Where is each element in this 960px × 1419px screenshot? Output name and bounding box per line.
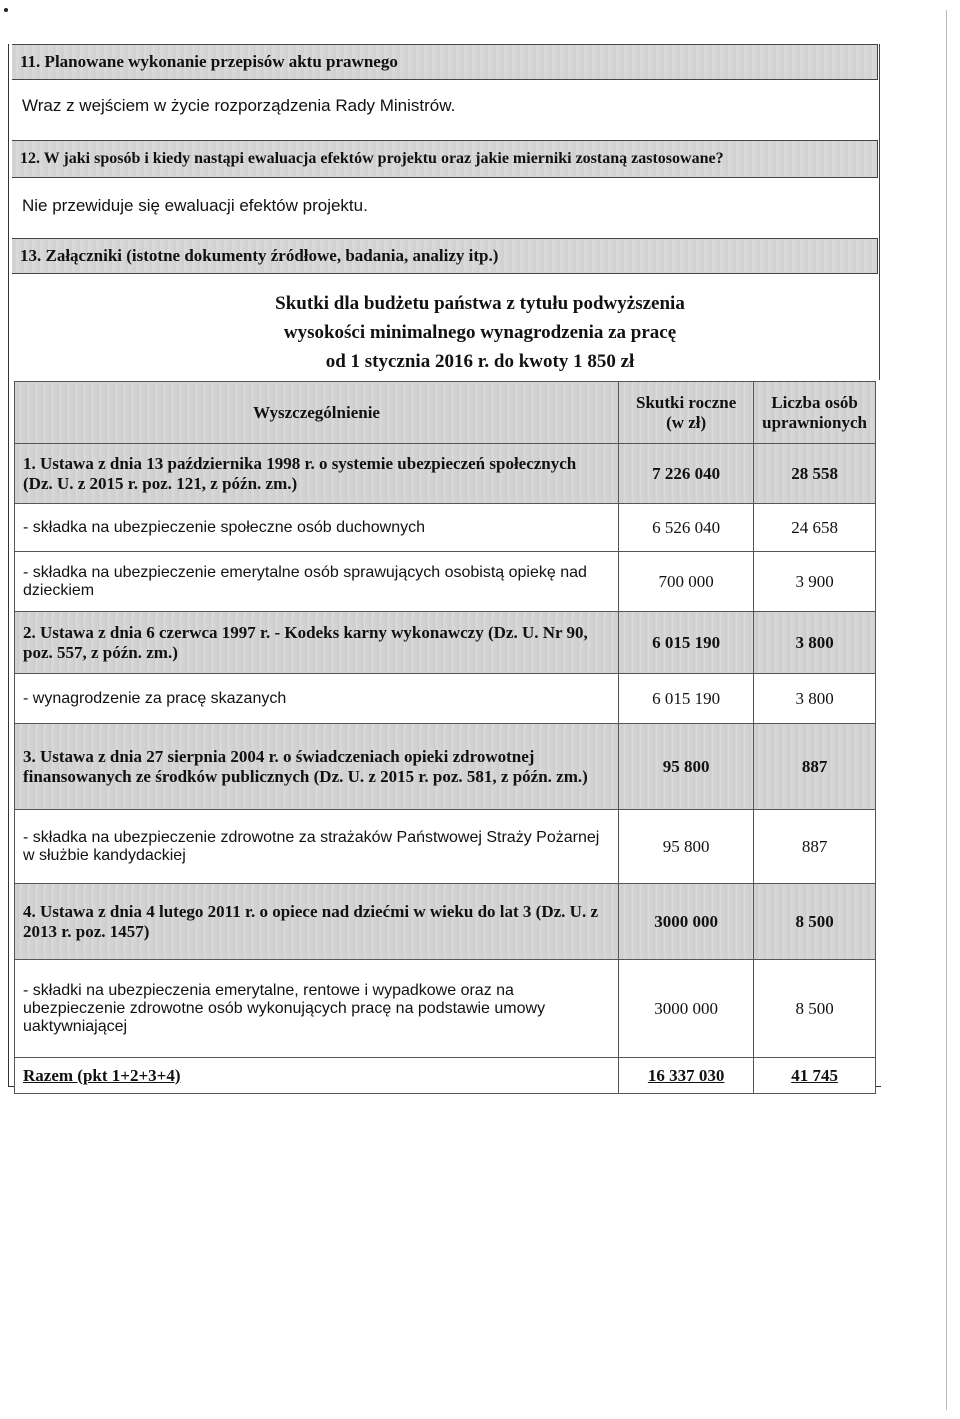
row-count: 24 658 [754,504,876,552]
row-amount: 7 226 040 [619,444,754,504]
row-amount: 700 000 [619,552,754,612]
section-13-title: 13. Załączniki (istotne dokumenty źródłowe, badania, analizy itp.) [20,246,499,265]
header-annual-effects: Skutki roczne (w zł) [619,382,754,444]
budget-heading [0,289,960,376]
row-count: 887 [754,810,876,884]
scan-speck [4,8,8,12]
heading-line-2: wysokości minimalnego wynagrodzenia za pracę [283,322,677,343]
row-label: - składka na ubezpieczenie zdrowotne za strażaków Państwowej Straży Pożarnej w służbie kandydackiej [15,810,619,884]
table-row [15,444,876,504]
row-count: 8 500 [754,884,876,960]
row-amount: 95 800 [619,810,754,884]
section-11-title: 11. Planowane wykonanie przepisów aktu prawnego [20,52,398,71]
row-amount: 95 800 [619,724,754,810]
total-count: 41 745 [754,1058,876,1094]
row-count: 28 558 [754,444,876,504]
heading-line-1: Skutki dla budżetu państwa z tytułu podwyższenia [275,293,685,314]
section-11-header [12,44,878,80]
section-12-header [12,140,878,178]
section-12-title: 12. W jaki sposób i kiedy nastąpi ewaluacja efektów projektu oraz jakie mierniki zostaną zastosowane? [20,150,724,167]
table-row [15,504,876,552]
table-row [15,884,876,960]
row-label: - składka na ubezpieczenie społeczne osób duchownych [15,504,619,552]
total-amount: 16 337 030 [619,1058,754,1094]
section-11-text: Wraz z wejściem w życie rozporządzenia Rady Ministrów. [22,96,456,115]
row-amount: 6 015 190 [619,674,754,724]
row-amount: 6 526 040 [619,504,754,552]
header-beneficiaries: Liczba osób uprawnionych [754,382,876,444]
section-12-text: Nie przewiduje się ewaluacji efektów projektu. [22,196,368,215]
header-specification: Wyszczególnienie [15,382,619,444]
budget-effects-table [14,381,876,1094]
scan-edge-line [946,10,947,1410]
row-count: 887 [754,724,876,810]
row-label: 2. Ustawa z dnia 6 czerwca 1997 r. - Kodeks karny wykonawczy (Dz. U. Nr 90, poz. 557, z późn. zm.) [15,612,619,674]
row-label: 4. Ustawa z dnia 4 lutego 2011 r. o opiece nad dziećmi w wieku do lat 3 (Dz. U. z 2013 r. poz. 1457) [15,884,619,960]
row-label: - wynagrodzenie za pracę skazanych [15,674,619,724]
table-row [15,960,876,1058]
section-13-header [12,238,878,274]
table-header-row [15,382,876,444]
row-label: 1. Ustawa z dnia 13 października 1998 r. o systemie ubezpieczeń społecznych (Dz. U. z 2015 r. poz. 121, z późn. zm.) [15,444,619,504]
row-count: 3 900 [754,552,876,612]
heading-line-3: od 1 stycznia 2016 r. do kwoty 1 850 zł [325,351,635,372]
row-label: - składka na ubezpieczenie emerytalne osób sprawujących osobistą opiekę nad dzieckiem [15,552,619,612]
total-label: Razem (pkt 1+2+3+4) [15,1058,619,1094]
table-row [15,612,876,674]
table-row [15,552,876,612]
table-row [15,674,876,724]
row-count: 8 500 [754,960,876,1058]
table-total-row [15,1058,876,1094]
row-label: 3. Ustawa z dnia 27 sierpnia 2004 r. o świadczeniach opieki zdrowotnej finansowanych ze środków publicznych (Dz. U. z 2015 r. poz. 581, z późn. zm.) [15,724,619,810]
table-row [15,810,876,884]
row-amount: 3000 000 [619,884,754,960]
row-amount: 3000 000 [619,960,754,1058]
table-row [15,724,876,810]
row-amount: 6 015 190 [619,612,754,674]
row-count: 3 800 [754,674,876,724]
row-label: - składki na ubezpieczenia emerytalne, rentowe i wypadkowe oraz na ubezpieczenie zdrowotne osób wykonujących pracę na podstawie umowy uaktywniającej [15,960,619,1058]
row-count: 3 800 [754,612,876,674]
